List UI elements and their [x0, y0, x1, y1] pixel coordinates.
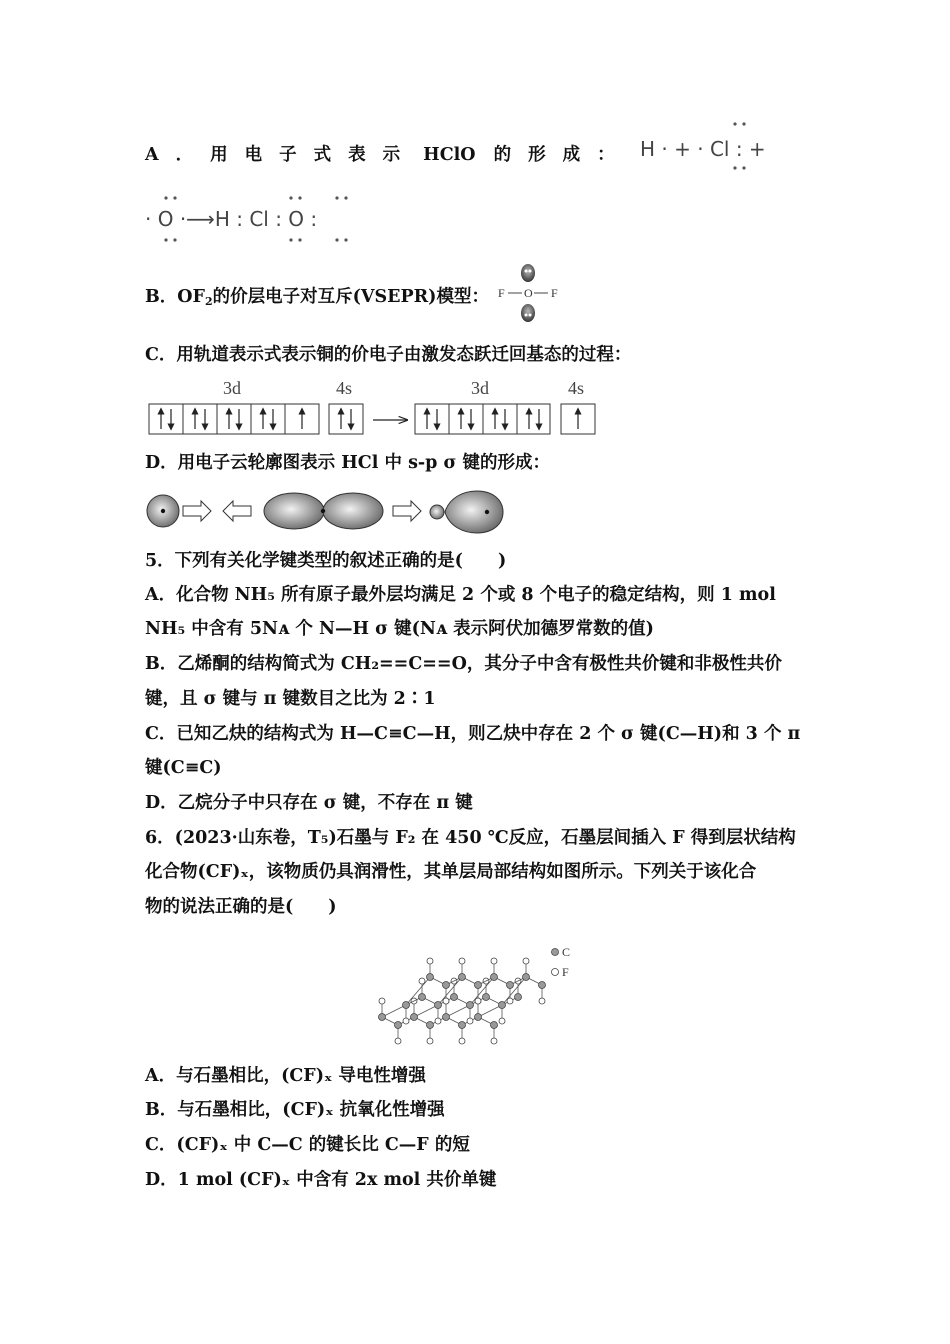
q5-stem: 5．下列有关化学键类型的叙述正确的是( ): [145, 551, 507, 571]
fluorine-atom: [379, 998, 385, 1004]
q4-a-prefix: A．用电子式表示: [145, 145, 418, 165]
q4-option-c: C．用轨道表示式表示铜的价电子由激发态跃迁回基态的过程：: [145, 345, 632, 365]
q6-stem-line1: 6．(2023·山东卷，T₅)石墨与 F₂ 在 450 ℃反应，石墨层间插入 F 得到层状结构: [145, 828, 796, 848]
fluorine-atom: [467, 1018, 473, 1024]
q5-option-a-line1: A．化合物 NH₅ 所有原子最外层均满足 2 个或 8 个电子的稳定结构，则 1 mol: [145, 585, 776, 605]
lewis-lone-pair-dots: [145, 190, 385, 250]
carbon-atom: [483, 994, 490, 1001]
electron-cloud-diagram: [145, 488, 510, 534]
q5-option-b-line2: 键，且 σ 键与 π 键数目之比为 2∶1: [145, 689, 436, 709]
q6-option-b: B．与石墨相比，(CF)ₓ 抗氧化性增强: [145, 1100, 445, 1120]
arrow-right-icon: [183, 501, 211, 521]
carbon-atom: [427, 974, 434, 981]
carbon-atom: [475, 982, 482, 989]
fluorine-atom: [435, 1018, 441, 1024]
q4-a-formula: HClO: [423, 145, 476, 165]
fluorine-atom: [459, 1038, 465, 1044]
q4-option-a: [145, 142, 632, 168]
q6-option-d: D．1 mol (CF)ₓ 中含有 2x mol 共价单键: [145, 1170, 497, 1190]
legend-c-label: C: [562, 945, 571, 959]
q6-stem-line3: 物的说法正确的是( ): [145, 897, 337, 917]
fluorine-atom: [523, 958, 529, 964]
q5-option-d: D．乙烷分子中只存在 σ 键，不存在 π 键: [145, 793, 473, 813]
lone-pair-top: [521, 264, 535, 282]
carbon-atom: [443, 982, 450, 989]
orbital-diagram: [145, 375, 605, 439]
fluorine-atom: [395, 1038, 401, 1044]
vsepr-f-left: F: [498, 286, 505, 300]
fluorine-atom: [499, 1018, 505, 1024]
vsepr-f-right: F: [551, 286, 558, 300]
q4-b-sub: 2: [204, 295, 213, 308]
q5-option-b-line1: B．乙烯酮的结构简式为 CH₂==C==O，其分子中含有极性共价键和非极性共价: [145, 654, 782, 674]
lone-pair-bottom: [521, 304, 535, 322]
carbon-atom: [395, 1022, 402, 1029]
fluorine-atom: [459, 958, 465, 964]
label-4s-excited: 4s: [336, 378, 353, 398]
carbon-atom: [427, 1022, 434, 1029]
fluorine-atom: [507, 998, 513, 1004]
q4-a-equation-top: H · + · Cl : +: [640, 137, 766, 161]
carbon-atom: [499, 1002, 506, 1009]
fluorine-atom: [539, 998, 545, 1004]
carbon-atom: [467, 1002, 474, 1009]
legend-c-marker: [552, 949, 559, 956]
carbon-atom: [451, 994, 458, 1001]
fluorine-atom: [427, 1038, 433, 1044]
vsepr-model-diagram: [498, 262, 568, 324]
q6-option-c: C．(CF)ₓ 中 C—C 的键长比 C—F 的短: [145, 1135, 470, 1155]
q6-option-a: A．与石墨相比，(CF)ₓ 导电性增强: [145, 1066, 426, 1086]
carbon-atom: [435, 1002, 442, 1009]
fluorine-atom: [403, 1018, 409, 1024]
sigma-bond-cloud: [445, 491, 503, 533]
legend-f-marker: [552, 969, 559, 976]
cf-structure-diagram: [370, 925, 580, 1055]
q5-option-c-line1: C．已知乙炔的结构式为 H—C≡C—H，则乙炔中存在 2 个 σ 键(C—H)和 3 个 π: [145, 724, 801, 744]
arrow-right-icon-2: [393, 501, 421, 521]
carbon-atom: [515, 994, 522, 1001]
q5-option-c-line2: 键(C≡C): [145, 758, 222, 778]
fluorine-atom: [491, 1038, 497, 1044]
carbon-atom: [475, 1014, 482, 1021]
fluorine-atom: [475, 998, 481, 1004]
legend-f-label: F: [562, 965, 569, 979]
q4-option-b: [145, 284, 489, 315]
label-3d-excited: 3d: [223, 378, 241, 398]
carbon-atom: [403, 1002, 410, 1009]
q4-a-suffix: 的形成：: [493, 145, 632, 165]
fluorine-atom: [419, 978, 425, 984]
label-3d-ground: 3d: [471, 378, 489, 398]
carbon-atom: [539, 982, 546, 989]
vsepr-o-center: O: [524, 286, 533, 300]
arrow-left-icon: [223, 501, 251, 521]
q4-option-d: D．用电子云轮廓图表示 HCl 中 s-p σ 键的形成：: [145, 453, 551, 473]
carbon-atom: [491, 1022, 498, 1029]
carbon-atom: [411, 1014, 418, 1021]
q4-b-text-1: B．OF: [145, 287, 205, 307]
p-orbital-lobe-right: [323, 493, 383, 529]
q5-option-a-line2: NH₅ 中含有 5Nᴀ 个 N—H σ 键(Nᴀ 表示阿伏加德罗常数的值): [145, 619, 654, 639]
q4-b-text-2: 的价层电子对互斥(VSEPR)模型：: [212, 287, 489, 307]
q4-a-equation-bottom: · O ·⟶H : Cl : O :: [145, 207, 318, 231]
fluorine-atom: [491, 958, 497, 964]
cl-lone-pair-dots: [720, 118, 760, 178]
carbon-atom: [419, 994, 426, 1001]
p-orbital-lobe-left: [264, 493, 324, 529]
fluorine-atom: [443, 998, 449, 1004]
q6-stem-line2: 化合物(CF)ₓ，该物质仍具润滑性，其单层局部结构如图所示。下列关于该化合: [145, 862, 757, 882]
carbon-atom: [507, 982, 514, 989]
carbon-atom: [379, 1014, 386, 1021]
carbon-atom: [523, 974, 530, 981]
carbon-atom: [491, 974, 498, 981]
label-4s-ground: 4s: [568, 378, 585, 398]
carbon-atom: [443, 1014, 450, 1021]
h-s-orbital: [430, 505, 444, 519]
carbon-atom: [459, 1022, 466, 1029]
carbon-atom: [459, 974, 466, 981]
fluorine-atom: [427, 958, 433, 964]
